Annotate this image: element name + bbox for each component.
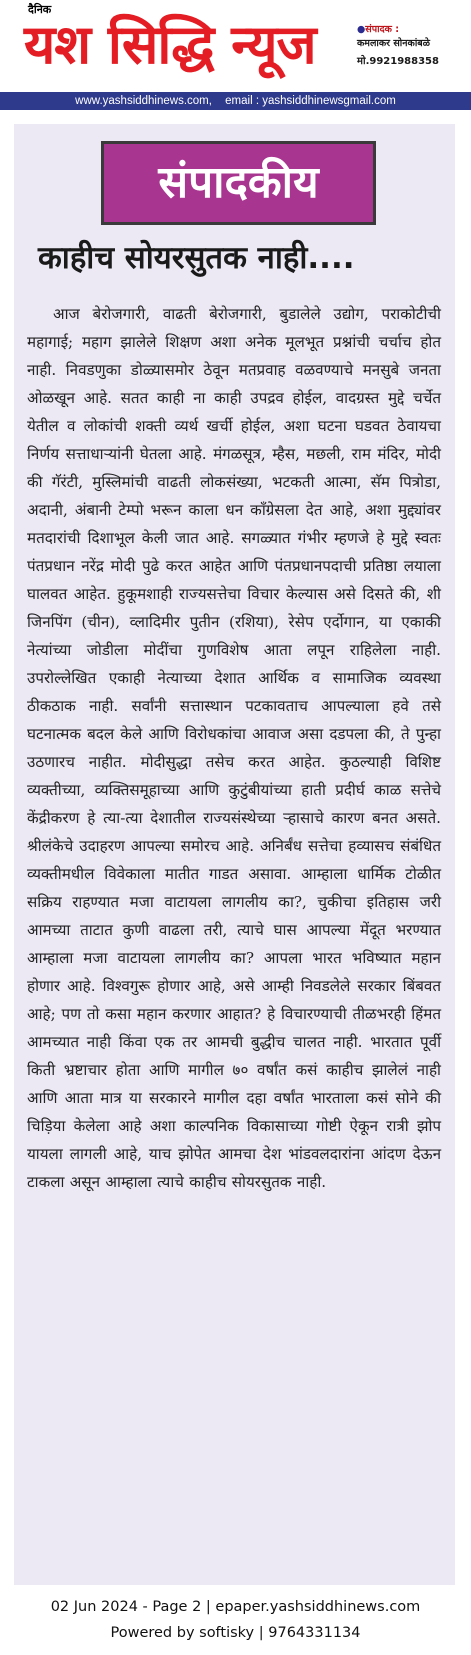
editor-mobile: मो.9921988358 — [357, 56, 439, 67]
footer-date-line: 02 Jun 2024 - Page 2 | epaper.yashsiddhinews.com — [50, 1599, 421, 1615]
newspaper-title: यश सिद्धि न्यूज — [24, 13, 316, 76]
article-headline: काहीच सोयरसुतक नाही.... — [38, 240, 355, 276]
email-text: email : yashsiddhinewsgmail.com — [225, 95, 396, 107]
editor-name: कमलाकर सोनकांबळे — [357, 38, 430, 49]
page-footer — [0, 1594, 471, 1646]
article-body — [27, 300, 441, 1196]
footer-powered-line: Powered by softisky | 9764331134 — [110, 1625, 361, 1641]
article-paragraph: आज बेरोजगारी, वाढती बेरोजगारी, बुडालेले उद्योग, पराकोटीची महागाई; महाग झालेले शिक्षण अशा अनेक मूलभूत प्रश्नांची चर्चाच होत नाही. निवडणुका डोळ्यासमोर ठेवून मतप्रवाह वळवण्याचे मनसुबे जनता ओळखून आहे. सतत काही ना काही उपद्रव होईल, वादग्रस्त मुद्दे चर्चेत येतील व लोकांची शक्ती व्यर्थ खर्ची होईल, अशा घटना घडवत ठेवायचा निर्णय सत्ताधाऱ्यांनी घेतला आहे. मंगळसूत्र, म्हैस, मछली, राम मंदिर, मोदी की गॅरंटी, मुस्लिमांची वाढती लोकसंख्या, भटकती आत्मा, सॅम पित्रोडा, अदानी, अंबानी टेम्पो भरून काला धन काँग्रेसला देत आहे, अशा मुद्द्यांवर मतदारांची दिशाभूल केली जात आहे. सगळ्यात गंभीर म्हणजे हे मुद्दे स्वतः पंतप्रधान नरेंद्र मोदी पुढे करत आहेत आणि पंतप्रधानपदाची प्रतिष्ठा लयाला घालवत आहेत. हुकूमशाही राज्यसत्तेचा विचार केल्यास असे दिसते की, शी जिनपिंग (चीन), व्लादिमीर पुतीन (रशिया), रेसेप एर्दोगान, या एकाकी नेत्यांच्या जोडीला मोदींचा गुणविशेष आता लपून राहिलेला नाही. उपरोल्लेखित एकाही नेत्याच्या देशात आर्थिक व सामाजिक व्यवस्था ठीकठाक नाही. सर्वांनी सत्तास्थान पटकावताच आपल्याला हवे तसे घटनात्मक बदल केले आणि विरोधकांचा आवाज असा दडपला की, ते पुन्हा उठणारच नाहीत. मोदीसुद्धा तसेच करत आहेत. कुठल्याही विशिष्ट व्यक्तीच्या, व्यक्तिसमूहाच्या आणि कुटुंबीयांच्या हाती प्रदीर्घ काळ सत्तेचे केंद्रीकरण हे त्या-त्या देशातील राज्यसंस्थेच्या ऱ्हासाचे कारण बनत असते. श्रीलंकेचे उदाहरण आपल्या समोरच आहे. अनिर्बंध सत्तेचा हव्यासच संबंधित व्यक्तीमधील विवेकाला मातीत गाडत असावा. आम्हाला धार्मिक टोळीत सक्रिय राहण्यात मजा वाटायला लागलीय का?, चुकीचा इतिहास जरी आमच्या ताटात कुणी वाढला तरी, त्याचे घास आपल्या मेंदूत भरण्यात आम्हाला मजा वाटायला लागलीय का? आपला भारत भविष्यात महान होणार आहे. विश्वगुरू होणार आहे, असे आम्ही निवडलेले सरकार बिंबवत आहे; पण तो कसा महान करणार आहात? हे विचारण्याची तीळभरही हिंमत आमच्यात नाही किंवा एक तर आमची बुद्धीच चालत नाही. भारतात पूर्वी किती भ्रष्टाचार होता आणि मागील ७० वर्षांत कसं काहीच झालेलं नाही आणि आता मात्र या सरकारने मागील दहा वर्षांत भारताला कसं सोने की चिड़िया केलेला आहे अशा काल्पनिक विकासाच्या गोष्टी ऐकून रात्री झोप यायला लागली आहे, याच झोपेत आमचा देश भांडवलदारांना आंदण देऊन टाकला असून आम्हाला त्याचे काहीच सोयरसुतक नाही. — [27, 305, 441, 1191]
section-title: संपादकीय — [101, 141, 376, 225]
masthead — [0, 0, 471, 112]
editor-role: संपादक : — [365, 24, 400, 35]
editor-role-line: ●संपादक : — [357, 24, 400, 35]
contact-strip — [0, 92, 471, 110]
daily-label: दैनिक — [28, 3, 52, 16]
editor-info — [357, 22, 469, 67]
website-link[interactable]: www.yashsiddhinews.com, — [75, 95, 212, 107]
